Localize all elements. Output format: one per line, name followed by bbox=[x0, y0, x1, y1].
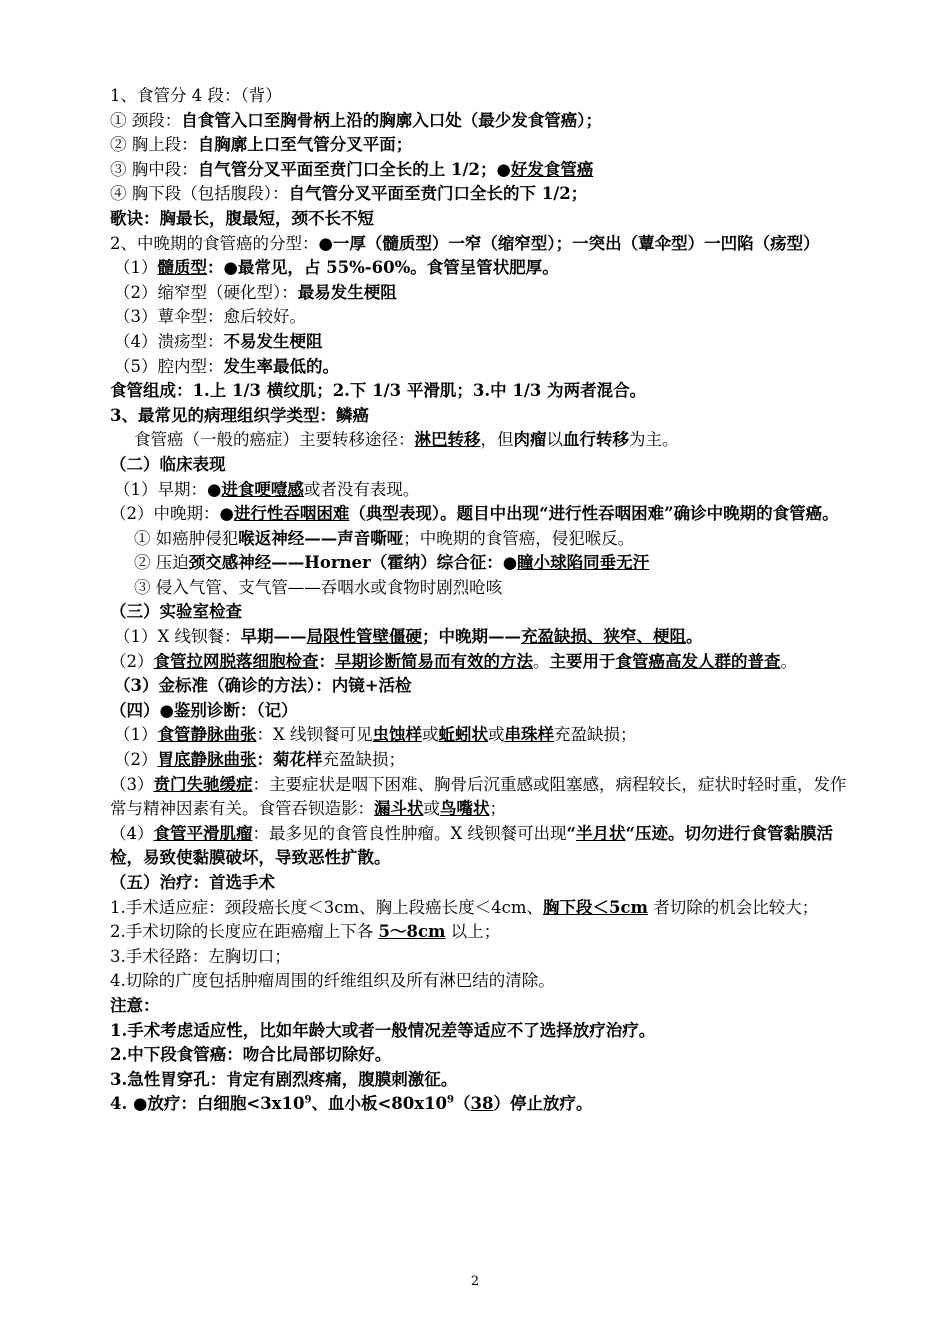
section-3-title: 3、最常见的病理组织学类型：鳞癌 bbox=[110, 405, 369, 425]
lab-exam-heading: （三）实验室检查 bbox=[110, 602, 242, 622]
note-3-line: 3.急性胃穿孔：肯定有剧烈疼痛，腹膜刺激征。 bbox=[110, 1069, 458, 1089]
cytology-line: （2）食管拉网脱落细胞检查：早期诊断简易而有效的方法。主要用于食管癌高发人群的普查。 bbox=[110, 651, 797, 671]
section-2-title: 2、中晚期的食管癌的分型：●一厚（髓质型）一窄（缩窄型）；一突出（蕈伞型）一凹陷（疡型） bbox=[110, 233, 820, 253]
leiomyoma-line: （4）食管平滑肌瘤：最多见的食管良性肿瘤。X 线钡餐可出现“半月状“压迹。切勿进行食管黏膜活检，易致使黏膜破坏，导致恶性扩散。 bbox=[110, 823, 833, 868]
fungating-type-line: （3）蕈伞型：愈后较好。 bbox=[114, 307, 306, 327]
clinical-manifestation-heading: （二）临床表现 bbox=[110, 454, 226, 474]
intraluminal-type-line: （5）腔内型：发生率最低的。 bbox=[114, 356, 339, 376]
barium-meal-line: （1）X 线钡餐：早期——局限性管壁僵硬；中晚期——充盈缺损、狭窄、梗阻。 bbox=[114, 627, 703, 647]
lower-thoracic-line: ④ 胸下段（包括腹段）：自气管分叉平面至贲门口全长的下 1/2； bbox=[110, 184, 588, 204]
treatment-heading: （五）治疗：首选手术 bbox=[110, 873, 275, 892]
note-4-line: 4. ●放疗：白细胞$<3x10^9$、血小板$<80x10^9(38)$停止放疗。 bbox=[110, 1094, 593, 1114]
recurrent-nerve-line: ① 如癌肿侵犯喉返神经——声音嘶哑；中晚期的食管癌，侵犯喉反。 bbox=[134, 528, 635, 548]
surgery-indication-line: 1.手术适应症：颈段癌长度＜3cm、胸上段癌长度＜4cm、胸下段＜5cm 者切除的机会比较大； bbox=[110, 897, 819, 917]
mid-late-stage-line: （2）中晚期：●进行性吞咽困难（典型表现）。题目中出现“进行性吞咽困难”确诊中晚期的食管癌。 bbox=[110, 504, 839, 524]
metastasis-line: 食管癌（一般的癌症）主要转移途径：淋巴转移，但肉瘤以血行转移为主。 bbox=[134, 430, 679, 450]
gold-standard-line: （3）金标准（确诊的方法）：内镜+活检 bbox=[114, 676, 412, 696]
resection-extent-line: 4.切除的广度包括肿瘤周围的纤维组织及所有淋巴结的清除。 bbox=[110, 971, 555, 991]
note-2-line: 2.中下段食管癌：吻合比局部切除好。 bbox=[110, 1045, 392, 1065]
achalasia-line: （3）贲门失驰缓症：主要症状是咽下困难、胸骨后沉重感或阻塞感，病程较长，症状时轻时重，发作常与精神因素有关。食管吞钡造影：漏斗状或鸟嘴状； bbox=[110, 774, 847, 819]
mid-thoracic-line: ③ 胸中段：自气管分叉平面至贲门口全长的上 1/2；●好发食管癌 bbox=[110, 159, 594, 179]
cervical-segment-line: ① 颈段：自食管入口至胸骨柄上沿的胸廓入口处（最少发食管癌）； bbox=[110, 110, 602, 130]
horner-syndrome-line: ② 压迫颈交感神经——Horner（霍纳）综合征：●瞳小球陷同垂无汗 bbox=[134, 553, 650, 573]
upper-thoracic-line: ② 胸上段：自胸廓上口至气管分叉平面； bbox=[110, 135, 413, 155]
trachea-invasion-line: ③ 侵入气管、支气管——吞咽水或食物时剧烈呛咳 bbox=[134, 577, 503, 597]
resection-length-line: 2.手术切除的长度应在距癌瘤上下各 5～8cm 以上； bbox=[110, 922, 501, 942]
ulcerative-type-line: （4）溃疡型：不易发生梗阻 bbox=[114, 331, 323, 351]
page-number: 2 bbox=[470, 1274, 480, 1289]
differential-diagnosis-heading: （四）●鉴别诊断：（记） bbox=[110, 700, 298, 720]
surgical-approach-line: 3.手术径路：左胸切口； bbox=[110, 946, 291, 966]
document-page bbox=[110, 84, 852, 1117]
notes-heading: 注意： bbox=[110, 995, 160, 1015]
note-1-line: 1.手术考虑适应性，比如年龄大或者一般情况差等适应不了选择放疗治疗。 bbox=[110, 1020, 656, 1040]
esophageal-varices-line: （1）食管静脉曲张：X 线钡餐可见虫蚀样或蚯蚓状或串珠样充盈缺损； bbox=[114, 725, 637, 745]
gastric-varices-line: （2）胃底静脉曲张：菊花样充盈缺损； bbox=[114, 750, 405, 770]
constrictive-type-line: （2）缩窄型（硬化型）：最易发生梗阻 bbox=[114, 282, 397, 302]
mnemonic-line: 歌诀：胸最长，腹最短，颈不长不短 bbox=[110, 208, 374, 228]
section-1-title: 1、食管分 4 段：（背） bbox=[110, 86, 282, 105]
medullary-type-line: （1）髓质型：●最常见，占 55%-60%。食管呈管状肥厚。 bbox=[114, 258, 559, 278]
early-stage-line: （1）早期：●进食哽噎感或者没有表现。 bbox=[114, 479, 420, 499]
esophagus-composition-line: 食管组成：1.上 1/3 横纹肌；2.下 1/3 平滑肌；3.中 1/3 为两者混合。 bbox=[110, 381, 647, 401]
